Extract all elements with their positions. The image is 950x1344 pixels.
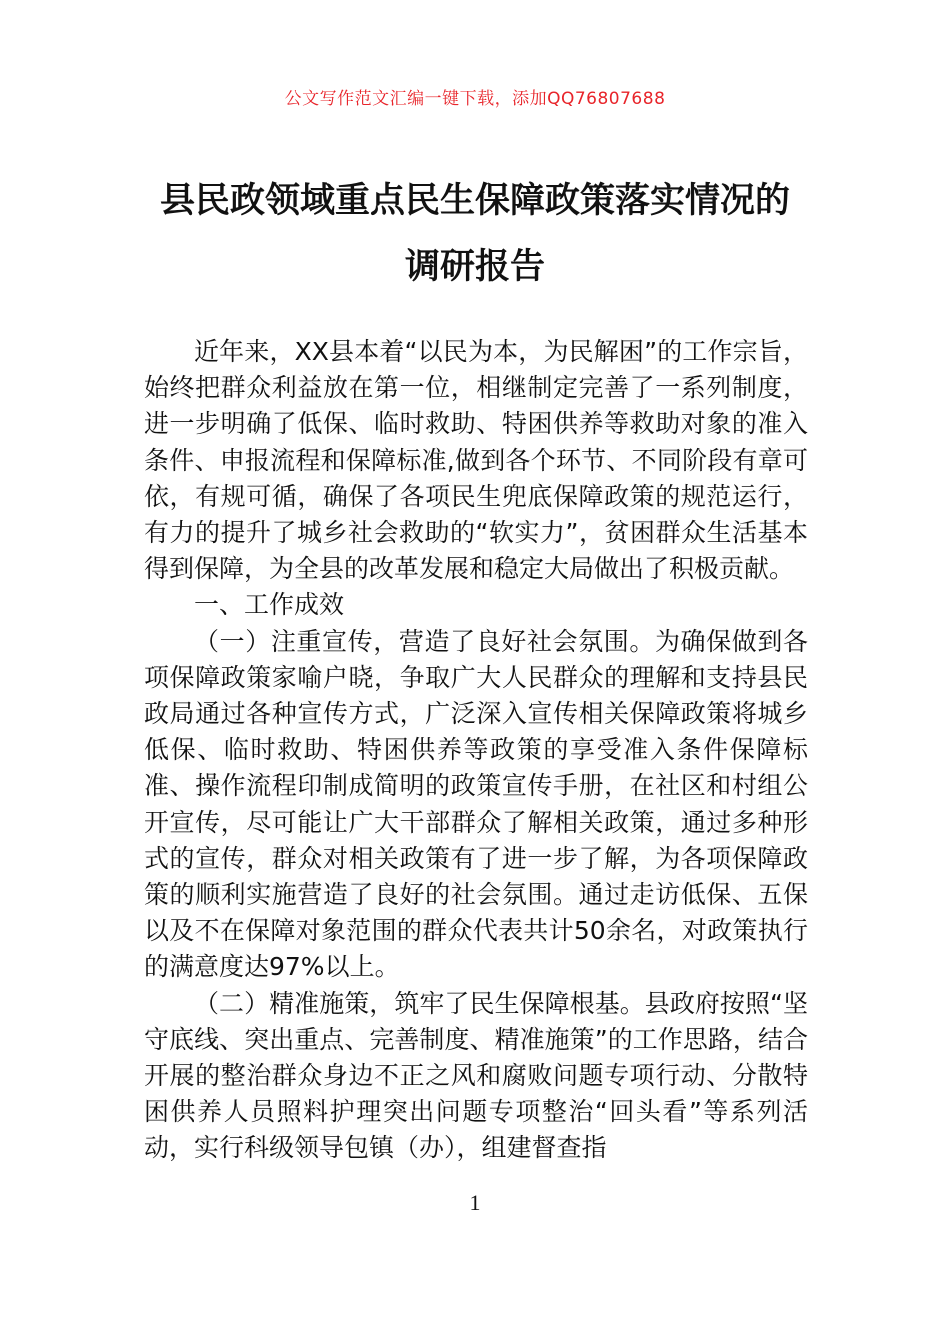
document-body bbox=[144, 334, 808, 1167]
paragraph-precise-policy: （二）精准施策，筑牢了民生保障根基。县政府按照“坚守底线、突出重点、完善制度、精准施策”的工作思路，结合开展的整治群众身边不正之风和腐败问题专项行动、分散特困供养人员照料护理突出问题专项整治“回头看”等系列活动，实行科级领导包镇（办），组建督查指 bbox=[144, 988, 808, 1163]
paragraph-intro: 近年来，XX县本着“以民为本，为民解困”的工作宗旨，始终把群众利益放在第一位，相继制定完善了一系列制度，进一步明确了低保、临时救助、特困供养等救助对象的准入条件、申报流程和保障标准,做到各个环节、不同阶段有章可依，有规可循，确保了各项民生兜底保障政策的规范运行，有力的提升了城乡社会救助的“软实力”，贫困群众生活基本得到保障，为全县的改革发展和稳定大局做出了积极贡献。 bbox=[144, 337, 808, 584]
document-title bbox=[0, 168, 950, 300]
page-number: 1 bbox=[469, 1190, 481, 1215]
title-line-1: 县民政领域重点民生保障政策落实情况的 bbox=[159, 181, 790, 221]
paragraph-publicity: （一）注重宣传，营造了良好社会氛围。为确保做到各项保障政策家喻户晓，争取广大人民群众的理解和支持县民政局通过各种宣传方式，广泛深入宣传相关保障政策将城乡低保、临时救助、特困供养等政策的享受准入条件保障标准、操作流程印制成简明的政策宣传手册，在社区和村组公开宣传，尽可能让广大干部群众了解相关政策，通过多种形式的宣传，群众对相关政策有了进一步了解，为各项保障政策的顺利实施营造了良好的社会氛围。通过走访低保、五保以及不在保障对象范围的群众代表共计50余名，对政策执行的满意度达97%以上。 bbox=[144, 626, 808, 982]
title-line-2: 调研报告 bbox=[404, 247, 545, 287]
section-heading: 一、工作成效 bbox=[194, 590, 345, 620]
download-notice: 公文写作范文汇编一键下载，添加QQ76807688 bbox=[284, 89, 666, 109]
